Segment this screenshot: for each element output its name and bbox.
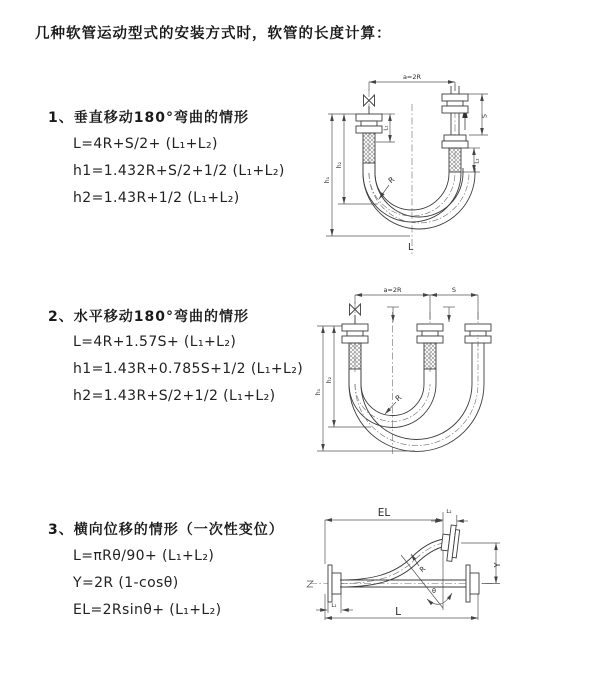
diagram-vertical-180-bend bbox=[312, 68, 600, 263]
section-3-formula-EL: EL=2Rsinθ+ (L₁+L₂) bbox=[73, 602, 222, 618]
diagram-horizontal-180-bend bbox=[303, 280, 600, 460]
radius-label: R bbox=[393, 392, 404, 404]
diagram-lateral-displacement bbox=[298, 498, 598, 663]
centerlines bbox=[355, 302, 478, 454]
section-3-formula-Y: Y=2R (1-cosθ) bbox=[73, 575, 179, 591]
hose-u-curves bbox=[349, 335, 484, 451]
section-1-formula-L: L=4R+S/2+ (L₁+L₂) bbox=[73, 136, 218, 152]
section-1-heading: 1、垂直移动180°弯曲的情形 bbox=[48, 110, 249, 126]
dim-label-h1: h₁ bbox=[324, 176, 331, 184]
dim-label-l2: L₂ bbox=[474, 158, 481, 164]
radius-label: R bbox=[418, 564, 428, 575]
dim-label-el: EL bbox=[377, 507, 391, 519]
length-label: L bbox=[408, 242, 414, 253]
angle-theta-label: θ bbox=[432, 587, 436, 595]
braided-hose-section bbox=[424, 343, 436, 369]
left-flange-fitting bbox=[356, 114, 382, 163]
right-flange-fitting bbox=[466, 565, 479, 602]
angle-construction bbox=[401, 555, 452, 608]
dim-label-l: L bbox=[395, 606, 401, 618]
dim-label-s: S bbox=[451, 286, 457, 294]
page-title: 几种软管运动型式的安装方式时，软管的长度计算： bbox=[35, 26, 392, 42]
section-2-heading: 2、水平移动180°弯曲的情形 bbox=[48, 309, 249, 325]
section-2-formula-h2: h2=1.43R+S/2+1/2 (L₁+L₂) bbox=[73, 388, 276, 404]
dimension-lines bbox=[326, 82, 488, 236]
dim-label-s: S bbox=[480, 113, 489, 119]
flange-fittings bbox=[342, 324, 491, 369]
dim-label-h2: h₂ bbox=[326, 376, 333, 384]
dim-label-a2r: a=2R bbox=[402, 73, 422, 81]
braided-hose-section bbox=[349, 343, 361, 369]
dim-label-l1: L₁ bbox=[331, 603, 337, 609]
left-flange-fitting bbox=[328, 565, 341, 602]
hose-u-curves bbox=[363, 163, 475, 229]
section-2-formula-L: L=4R+1.57S+ (L₁+L₂) bbox=[73, 334, 237, 350]
dim-label-l1: L₁ bbox=[383, 125, 390, 131]
dim-label-h2: h₂ bbox=[336, 161, 343, 169]
pipe-break-symbol bbox=[307, 581, 313, 587]
dim-label-y: Y bbox=[493, 562, 502, 568]
dim-label-h1: h₁ bbox=[315, 388, 322, 396]
dim-label-a2r: a=2R bbox=[383, 286, 402, 294]
braided-hose-section bbox=[449, 148, 461, 172]
radius-label: R bbox=[386, 174, 397, 186]
section-3-heading: 3、横向位移的情形（一次性变位） bbox=[48, 522, 284, 538]
braided-hose-section bbox=[363, 133, 375, 163]
dim-label-l2: L₂ bbox=[446, 509, 452, 515]
section-2-formula-h1: h1=1.43R+0.785S+1/2 (L₁+L₂) bbox=[73, 361, 304, 377]
section-1-formula-h1: h1=1.432R+S/2+1/2 (L₁+L₂) bbox=[73, 163, 285, 179]
section-1-formula-h2: h2=1.43R+1/2 (L₁+L₂) bbox=[73, 190, 240, 206]
section-3-formula-L: L=πRθ/90+ (L₁+L₂) bbox=[73, 548, 215, 564]
